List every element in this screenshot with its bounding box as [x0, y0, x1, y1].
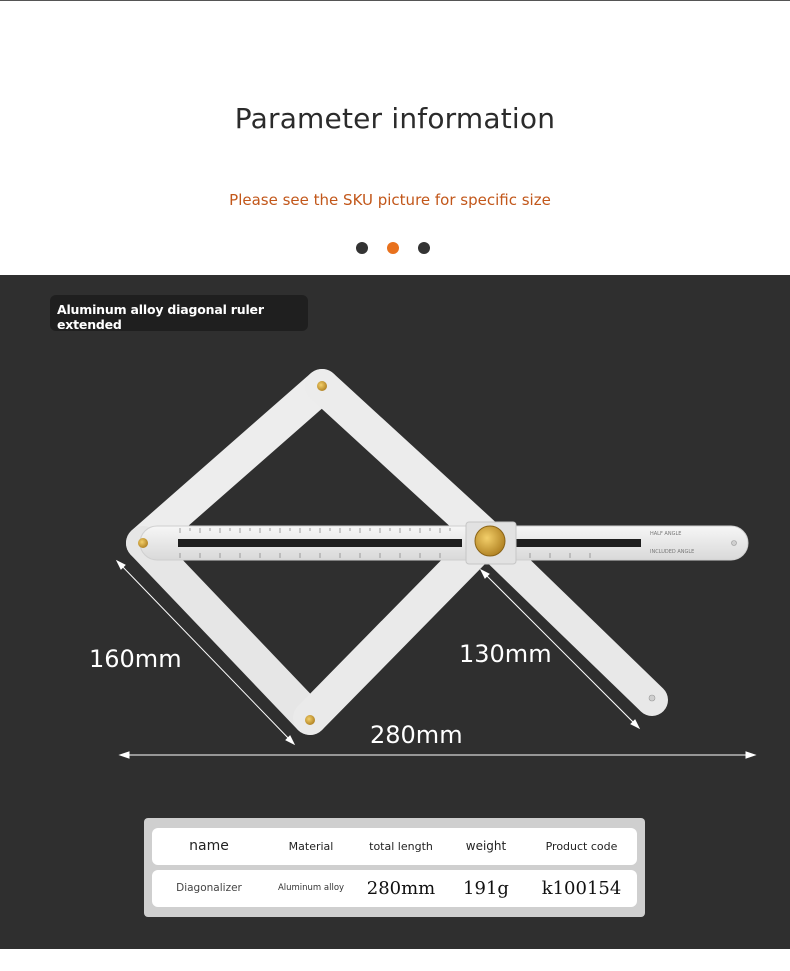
carousel-dot-1[interactable]	[356, 242, 368, 254]
carousel-dots	[0, 242, 790, 256]
value-total-length: 280mm	[366, 878, 436, 899]
included-angle-marking: INCLUDED ANGLE	[650, 549, 695, 555]
lower-right-arm-short	[310, 550, 475, 718]
bottom-strip	[0, 949, 790, 971]
header-name: name	[189, 838, 229, 854]
dimension-280: 280mm	[370, 721, 463, 749]
dimension-130: 130mm	[459, 640, 552, 668]
page-subtitle: Please see the SKU picture for specific size	[229, 191, 551, 209]
lower-right-arm	[492, 545, 652, 700]
value-name: Diagonalizer	[176, 882, 242, 894]
top-divider	[0, 0, 790, 1]
blade-slot-right	[515, 539, 641, 547]
carousel-dot-3[interactable]	[418, 242, 430, 254]
rivet-bottom	[305, 715, 315, 725]
product-label: Aluminum alloy diagonal ruler extended	[50, 295, 308, 331]
spec-table-header-row	[152, 828, 637, 865]
value-weight: 191g	[463, 878, 509, 899]
value-material: Aluminum alloy	[277, 883, 345, 893]
brass-lock-knob	[475, 526, 505, 556]
lower-left-arm	[143, 543, 310, 718]
header-section	[0, 0, 790, 275]
hole-blade-end	[732, 541, 737, 546]
page-title: Parameter information	[234, 102, 556, 135]
header-product-code: Product code	[545, 840, 618, 853]
upper-left-arm	[143, 386, 322, 543]
spec-table-value-row	[152, 870, 637, 907]
header-material: Material	[288, 840, 334, 853]
header-weight: weight	[465, 839, 507, 853]
rivet-left	[138, 538, 148, 548]
upper-right-arm	[322, 386, 490, 540]
spec-table	[144, 818, 645, 917]
carousel-dot-2[interactable]	[387, 242, 399, 254]
blade-slot-left	[178, 539, 462, 547]
header-total-length: total length	[369, 840, 433, 853]
dimension-160: 160mm	[89, 645, 182, 673]
rivet-top	[317, 381, 327, 391]
value-product-code: k100154	[541, 878, 622, 899]
hole-end	[649, 695, 655, 701]
half-angle-marking: HALF ANGLE	[650, 531, 682, 537]
